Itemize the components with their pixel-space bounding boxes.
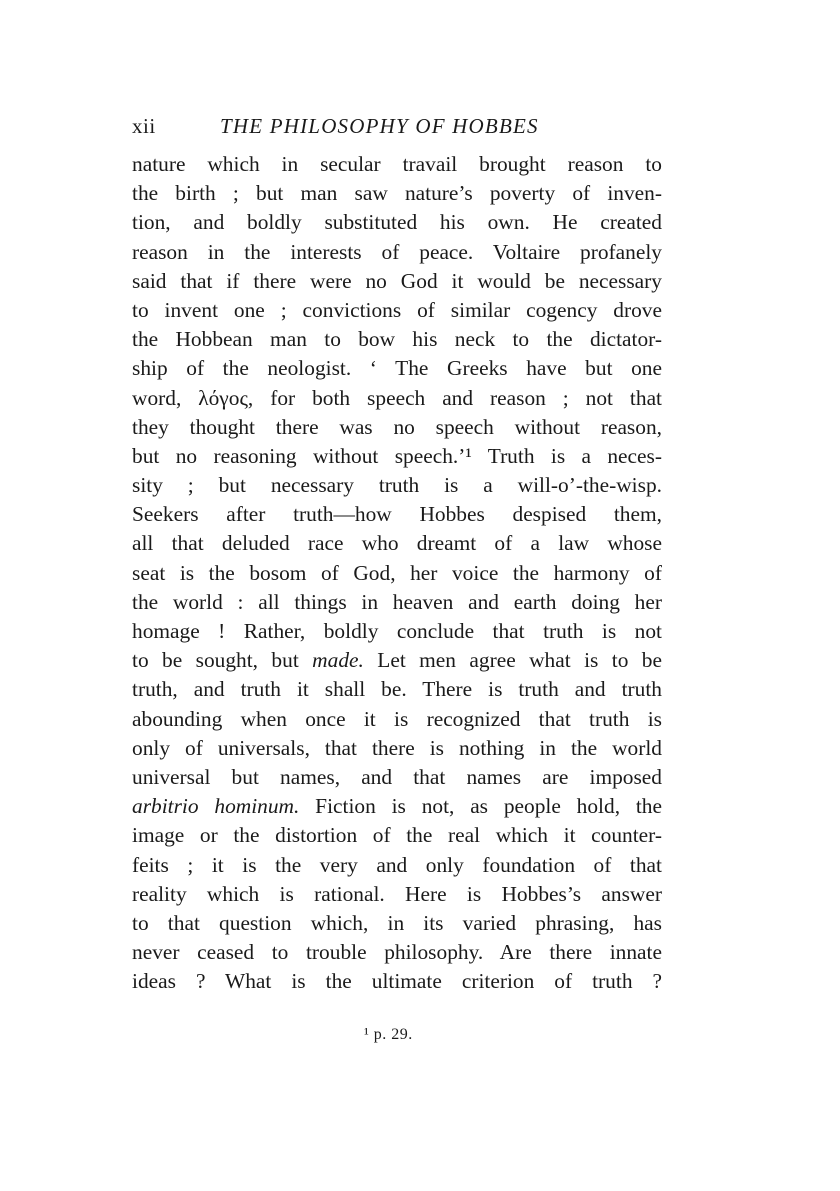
text-line: said that if there were no God it would be necessary	[132, 268, 662, 293]
text-line: tion, and boldly substituted his own. He created	[132, 210, 662, 235]
italic-segment: arbitrio hominum.	[132, 794, 300, 819]
text-line: the world : all things in heaven and earth doing her	[132, 589, 662, 614]
text-line: reality which is rational. Here is Hobbes’s answer	[132, 881, 662, 906]
text-line: ideas ? What is the ultimate criterion of truth ?	[132, 969, 662, 994]
text-line: they thought there was no speech without reason,	[132, 414, 662, 439]
text-line: Seekers after truth—how Hobbes despised them,	[132, 502, 662, 527]
text-line: never ceased to trouble philosophy. Are there innate	[132, 940, 662, 965]
italic-segment: made.	[312, 648, 364, 673]
text-line: nature which in secular travail brought reason to	[132, 152, 662, 176]
body-text	[132, 150, 662, 996]
text-line: to that question which, in its varied phrasing, has	[132, 910, 662, 935]
page-header	[132, 114, 662, 146]
page-number: xii	[132, 114, 156, 138]
text-line: feits ; it is the very and only foundation of that	[132, 852, 662, 877]
text-segment: to be sought, but	[132, 648, 313, 673]
text-line: but no reasoning without speech.’¹ Truth is a neces-	[132, 443, 662, 468]
footnote: ¹ p. 29.	[364, 1026, 413, 1043]
text-line: to invent one ; convictions of similar cogency drove	[132, 297, 662, 322]
running-title: THE PHILOSOPHY OF HOBBES	[220, 114, 539, 138]
text-line: the birth ; but man saw nature’s poverty of inven-	[132, 181, 662, 206]
text-line: reason in the interests of peace. Voltaire profanely	[132, 239, 662, 264]
text-line: abounding when once it is recognized that truth is	[132, 706, 662, 731]
text-line: seat is the bosom of God, her voice the harmony of	[132, 560, 662, 585]
text-line: the Hobbean man to bow his neck to the dictator-	[132, 327, 662, 352]
text-line: word, λόγος, for both speech and reason ; not that	[132, 385, 662, 410]
text-line: image or the distortion of the real which it counter-	[132, 823, 662, 848]
text-line-with-italic	[132, 646, 662, 675]
text-line: sity ; but necessary truth is a will-o’-the-wisp.	[132, 473, 662, 498]
text-segment: Fiction is not, as people hold, the	[299, 794, 662, 819]
text-line: ship of the neologist. ‘ The Greeks have but one	[132, 356, 662, 381]
text-line: only of universals, that there is nothing in the world	[132, 735, 662, 760]
text-segment: Let men agree what is to be	[363, 648, 662, 673]
text-line: truth, and truth it shall be. There is truth and truth	[132, 677, 662, 702]
text-line: homage ! Rather, boldly conclude that truth is not	[132, 619, 662, 643]
text-line: universal but names, and that names are imposed	[132, 764, 662, 789]
text-line-with-italic	[132, 792, 662, 821]
text-line: all that deluded race who dreamt of a law whose	[132, 531, 662, 556]
